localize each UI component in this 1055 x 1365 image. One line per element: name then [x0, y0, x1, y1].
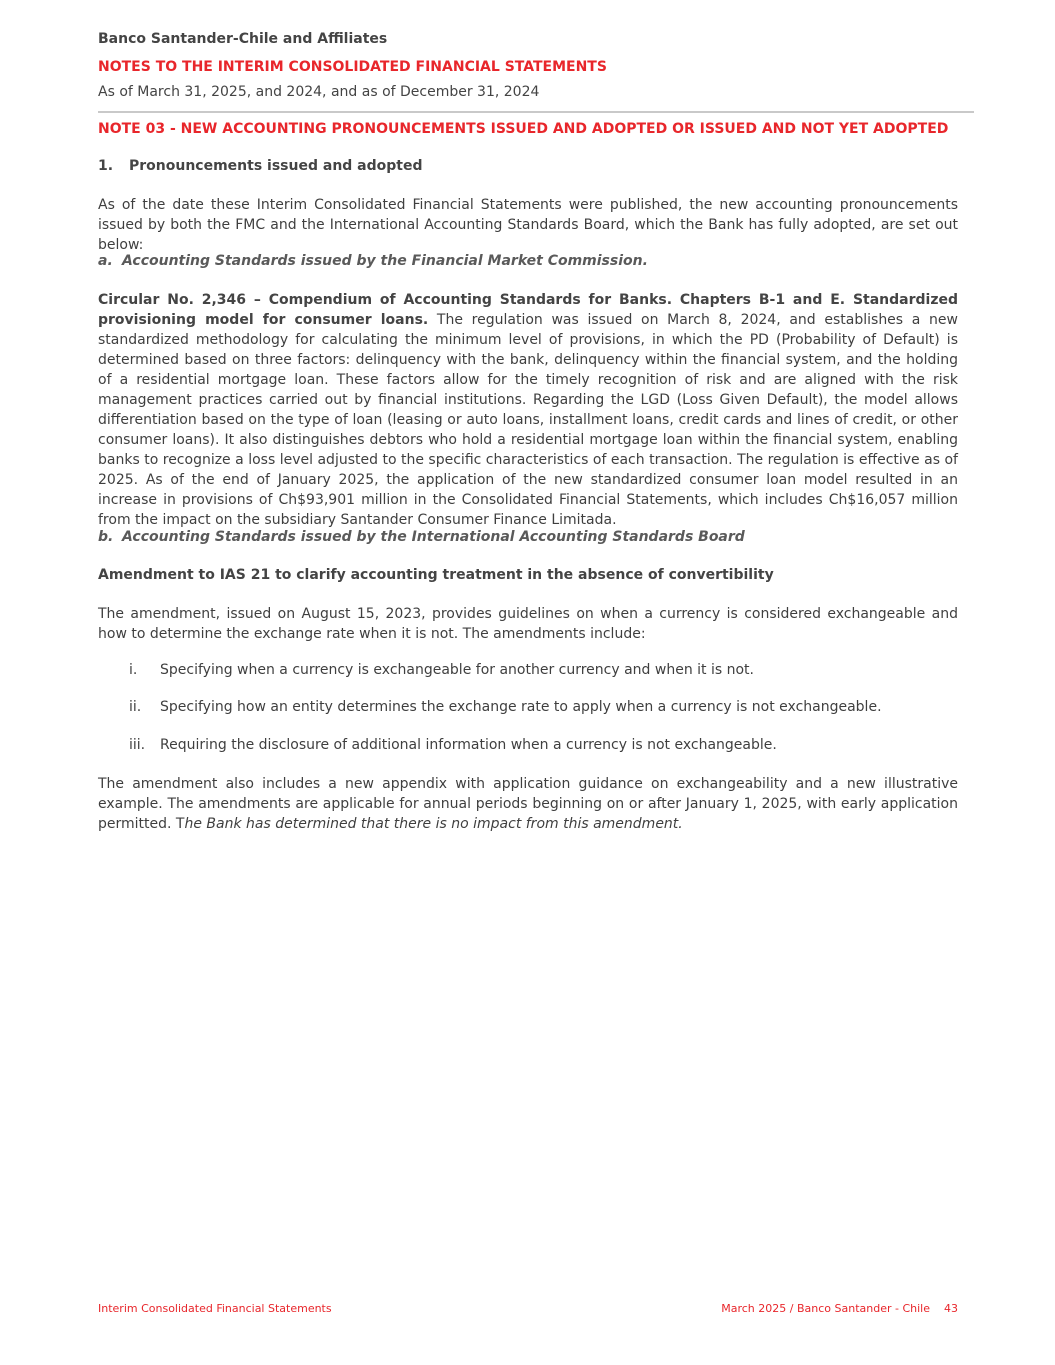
list-item-number: i. [129, 662, 138, 678]
closing-text: The amendment also includes a new appendix with application guidance on exchangeability and a new illustrative example. The amendments are applicable for annual periods beginning on or after January 1, 2025, with early application permitted. T [98, 776, 958, 832]
circular-body: The regulation was issued on March 8, 2024, and establishes a new standardized methodology for calculating the minimum level of provisions, in which the PD (Probability of Default) is determined based on three factors: delinquency with the bank, delinquency within the financial system, and the holding of a residential mortgage loan. These factors allow for the timely recognition of risk and are aligned with the risk management practices carried out by financial institutions. Regarding the LGD (Loss Given Default), the model allows differentiation based on the type of loan (leasing or auto loans, installment loans, credit cards and lines of credit, or other consumer loans). It also distinguishes debtors who hold a residential mortgage loan within the financial system, enabling banks to recognize a loss level adjusted to the specific characteristics of each transaction. The regulation is effective as of 2025. As of the end of January 2025, the application of the new standardized consumer loan model resulted in an increase in provisions of Ch$93,901 million in the Consolidated Financial Statements, which includes Ch$16,057 million from the impact on the subsidiary Santander Consumer Finance Limitada. [98, 312, 958, 528]
company-name: Banco Santander-Chile and Affiliates [98, 31, 388, 47]
section-title: Pronouncements issued and adopted [129, 158, 423, 174]
section-heading [98, 158, 423, 174]
closing-italic: he Bank has determined that there is no impact from this amendment. [184, 816, 683, 832]
header-divider [98, 111, 974, 113]
as-of-date: As of March 31, 2025, and 2024, and as of December 31, 2024 [98, 84, 540, 100]
subsection-b-title: Accounting Standards issued by the International Accounting Standards Board [122, 529, 745, 545]
subsection-a-heading [98, 253, 648, 269]
note-heading: NOTE 03 - NEW ACCOUNTING PRONOUNCEMENTS ISSUED AND ADOPTED OR ISSUED AND NOT YET ADOPTED [98, 121, 949, 137]
notes-title: NOTES TO THE INTERIM CONSOLIDATED FINANCIAL STATEMENTS [98, 59, 607, 75]
page-number: 43 [944, 1302, 958, 1315]
circular-title: Circular No. 2,346 – Compendium of Accounting Standards for Banks. Chapters B-1 and E. Standardized provisioning model for consumer loans. [98, 292, 958, 328]
list-item-text: Requiring the disclosure of additional information when a currency is not exchangeable. [160, 737, 777, 753]
footer-publication: March 2025 / Banco Santander - Chile [721, 1302, 930, 1315]
list-item [129, 699, 882, 715]
section-number: 1. [98, 158, 114, 174]
intro-paragraph: As of the date these Interim Consolidated Financial Statements were published, the new accounting pronouncements issued by both the FMC and the International Accounting Standards Board, which the Bank has fully adopted, are set out below: [98, 197, 958, 253]
list-item-number: iii. [129, 737, 146, 753]
list-item [129, 662, 754, 678]
amendment-title: Amendment to IAS 21 to clarify accounting treatment in the absence of convertibility [98, 567, 774, 583]
subsection-b-heading [98, 529, 745, 545]
amendment-intro: The amendment, issued on August 15, 2023, provides guidelines on when a currency is considered exchangeable and how to determine the exchange rate when it is not. The amendments include: [98, 606, 958, 642]
subsection-a-number: a. [98, 253, 113, 269]
closing-paragraph [98, 774, 958, 834]
list-item-number: ii. [129, 699, 142, 715]
list-item [129, 737, 777, 753]
list-item-text: Specifying when a currency is exchangeable for another currency and when it is not. [160, 662, 754, 678]
list-item-text: Specifying how an entity determines the exchange rate to apply when a currency is not exchangeable. [160, 699, 882, 715]
subsection-b-number: b. [98, 529, 114, 545]
subsection-a-title: Accounting Standards issued by the Financial Market Commission. [122, 253, 648, 269]
footer-left: Interim Consolidated Financial Statements [98, 1302, 332, 1315]
footer-right [721, 1302, 958, 1315]
circular-paragraph [98, 290, 958, 530]
